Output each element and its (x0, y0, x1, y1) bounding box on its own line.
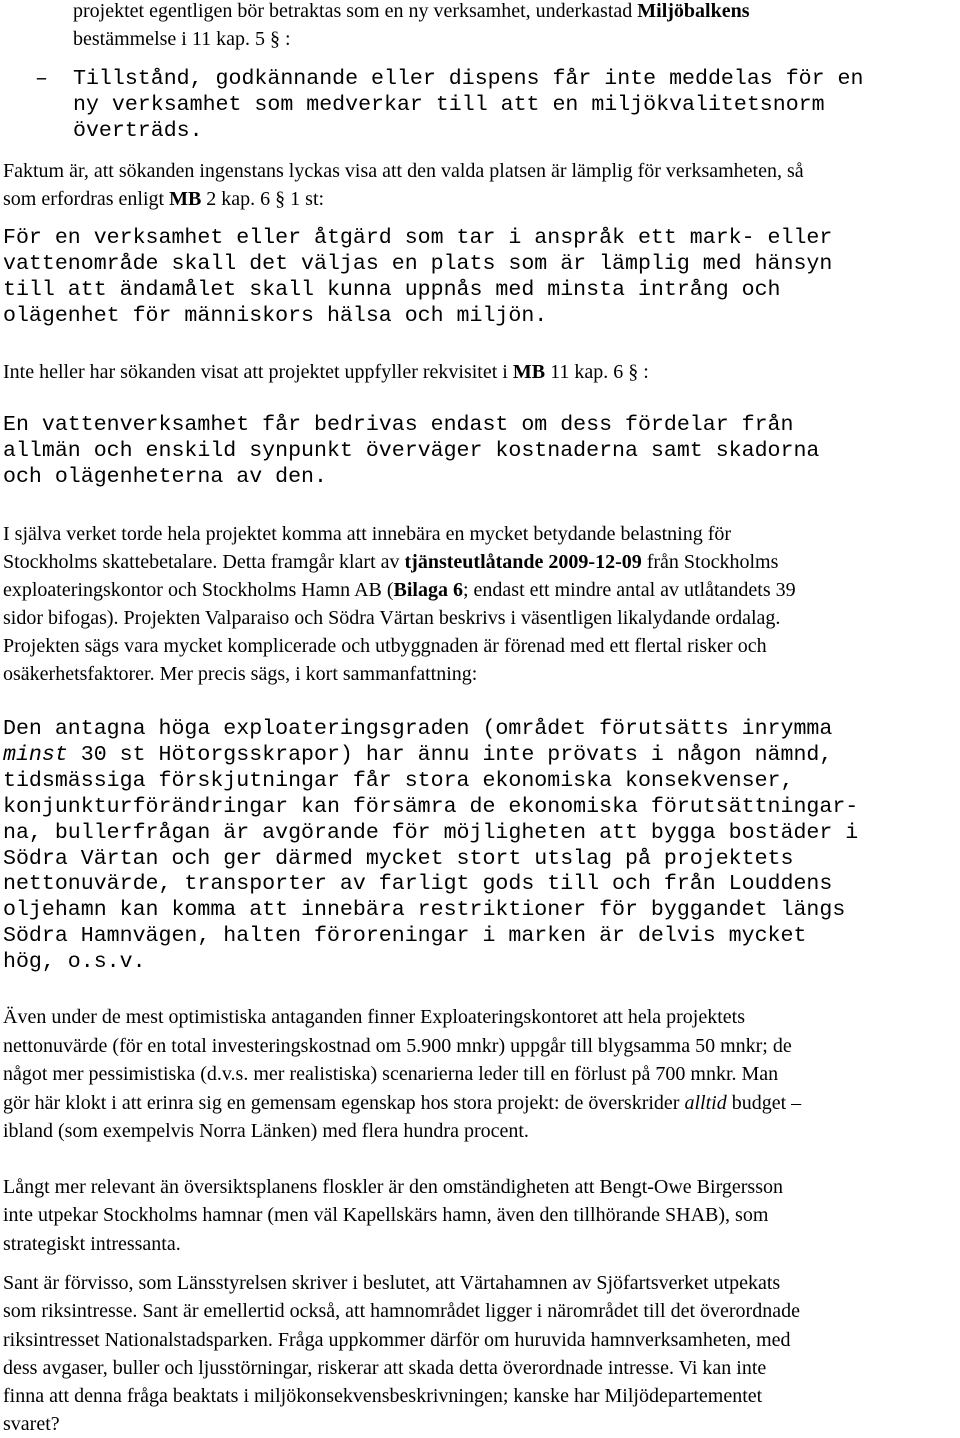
para5-line-1: Långt mer relevant än översiktsplanens floskler är den omständigheten att Bengt-Owe Birgersson (3, 1176, 783, 1198)
para5-line-2: inte utpekar Stockholms hamnar (men väl Kapellskärs hamn, även den tillhörande SHAB), som (3, 1204, 769, 1226)
quote3-line-2: allmän och enskild synpunkt överväger kostnaderna samt skadorna (3, 439, 820, 463)
para1-text-post: 2 kap. 6 § 1 st: (201, 188, 325, 210)
para4-line-5: ibland (som exempelvis Norra Länken) med flera hundra procent. (3, 1120, 529, 1142)
quote4-line-8: oljehamn kan komma att innebära restriktioner för byggandet längs (3, 898, 846, 922)
quote4-line-2 (3, 742, 832, 768)
para4-italic-alltid: alltid (684, 1092, 727, 1114)
quote1-line-3: överträds. (73, 119, 203, 143)
quote2-line-2: vattenområde skall det väljas en plats som är lämplig med hänsyn (3, 252, 833, 276)
para6-line-4: dess avgaser, buller och ljusstörningar, riskerar att skada detta överordnade intresse. Vi kan inte (3, 1357, 767, 1379)
para3-text-3-post: ; endast ett mindre antal av utlåtandets 39 (462, 579, 796, 601)
quote1-line-2: ny verksamhet som medverkar till att en miljökvalitetsnorm (73, 93, 825, 117)
para3-text-post: från Stockholms (641, 551, 779, 573)
para4-text-post: budget – (726, 1092, 802, 1114)
intro-text: projektet egentligen bör betraktas som en ny verksamhet, underkastad (73, 0, 638, 22)
para1-bold-mb: MB (169, 188, 202, 210)
list-dash: – (35, 67, 48, 91)
para3-bold-reference: tjänsteutlåtande 2009-12-09 (404, 551, 642, 573)
para4-line-1: Även under de mest optimistiska antaganden finner Exploateringskontoret att hela projektets (3, 1006, 746, 1028)
intro-bold-law: Miljöbalkens (637, 0, 750, 22)
quote4-line-5: na, bullerfrågan är avgörande för möjligheten att bygga bostäder i (3, 821, 859, 845)
para4-line-2: nettonuvärde (för en total investeringskostnad om 5.900 mnkr) uppgår till blygsamma 50 mnkr; de (3, 1035, 792, 1057)
para2-text-post: 11 kap. 6 § : (545, 361, 649, 383)
para3-line-6: osäkerhetsfaktorer. Mer precis sägs, i kort sammanfattning: (3, 663, 478, 685)
quote2-line-1: För en verksamhet eller åtgärd som tar i anspråk ett mark- eller (3, 226, 833, 250)
para2-text: Inte heller har sökanden visat att projektet uppfyller rekvisitet i (3, 361, 513, 383)
para3-line-2 (3, 548, 778, 576)
para3-line-3 (3, 576, 796, 604)
para1-line-1: Faktum är, att sökanden ingenstans lyckas visa att den valda platsen är lämplig för verksamheten, så (3, 160, 804, 182)
quote4-line-4: konjunkturförändringar kan försämra de ekonomiska förutsättningar- (3, 795, 859, 819)
intro-line-1 (73, 0, 750, 25)
quote1-line-1: Tillstånd, godkännande eller dispens får inte meddelas för en (73, 67, 864, 91)
para6-line-6: svaret? (3, 1413, 60, 1435)
para3-line-1: I själva verket torde hela projektet komma att innebära en mycket betydande belastning för (3, 523, 732, 545)
quote3-line-1: En vattenverksamhet får bedrivas endast om dess fördelar från (3, 413, 794, 437)
quote4-line-7: nettonuvärde, transporter av farligt gods till och från Louddens (3, 872, 833, 896)
quote4-line-1: Den antagna höga exploateringsgraden (området förutsätts inrymma (3, 717, 833, 741)
para6-line-5: finna att denna fråga beaktats i miljökonsekvensbeskrivningen; kanske har Miljödepartementet (3, 1385, 763, 1407)
para2-bold-mb: MB (512, 361, 546, 383)
para4-line-4 (3, 1089, 801, 1117)
quote4-line-6: Södra Värtan och ger därmed mycket stort utslag på projektets (3, 847, 794, 871)
quote2-line-4: olägenhet för människors hälsa och miljön. (3, 304, 548, 328)
para6-line-2: som riksintresse. Sant är emellertid också, att hamnområdet ligger i närområdet till det överordnade (3, 1300, 800, 1322)
quote4-line-3: tidsmässiga förskjutningar får stora ekonomiska konsekvenser, (3, 769, 794, 793)
para3-text: Stockholms skattebetalare. Detta framgår klart av (3, 551, 405, 573)
para5-line-3: strategiskt intressanta. (3, 1233, 181, 1255)
para6-line-3: riksintresset Nationalstadsparken. Fråga uppkommer därför om huruvida hamnverksamheten, med (3, 1329, 791, 1351)
para1-text: som erfordras enligt (3, 188, 170, 210)
para1-line-2 (3, 185, 324, 213)
para6-line-1: Sant är förvisso, som Länsstyrelsen skriver i beslutet, att Värtahamnen av Sjöfartsverket utpekats (3, 1272, 781, 1294)
para3-text-3: exploateringskontor och Stockholms Hamn AB ( (3, 579, 394, 601)
para3-line-5: Projekten sägs vara mycket komplicerade och utbyggnaden är förenad med ett flertal risker och (3, 635, 767, 657)
quote4-line-10: hög, o.s.v. (3, 950, 146, 974)
quote3-line-3: och olägenheterna av den. (3, 465, 327, 489)
quote4-line-9: Södra Hamnvägen, halten föroreningar i marken är delvis mycket (3, 924, 807, 948)
quote4-italic-minst: minst (3, 743, 68, 767)
para3-line-4: sidor bifogas). Projekten Valparaiso och Södra Värtan beskrivs i väsentligen likalydande ordalag. (3, 607, 781, 629)
para3-bold-bilaga: Bilaga 6 (393, 579, 463, 601)
para2-line-1 (3, 358, 649, 386)
intro-line-2: bestämmelse i 11 kap. 5 § : (73, 28, 291, 50)
quote2-line-3: till att ändamålet skall kunna uppnås med minsta intrång och (3, 278, 781, 302)
quote4-text: 30 st Hötorgsskrapor) har ännu inte prövats i någon nämnd, (67, 743, 833, 767)
para4-text: gör här klokt i att erinra sig en gemensam egenskap hos stora projekt: de överskrider (3, 1092, 685, 1114)
para4-line-3: något mer pessimistiska (d.v.s. mer realistiska) scenarierna leder till en förlust på 700 mnkr. Man (3, 1063, 779, 1085)
